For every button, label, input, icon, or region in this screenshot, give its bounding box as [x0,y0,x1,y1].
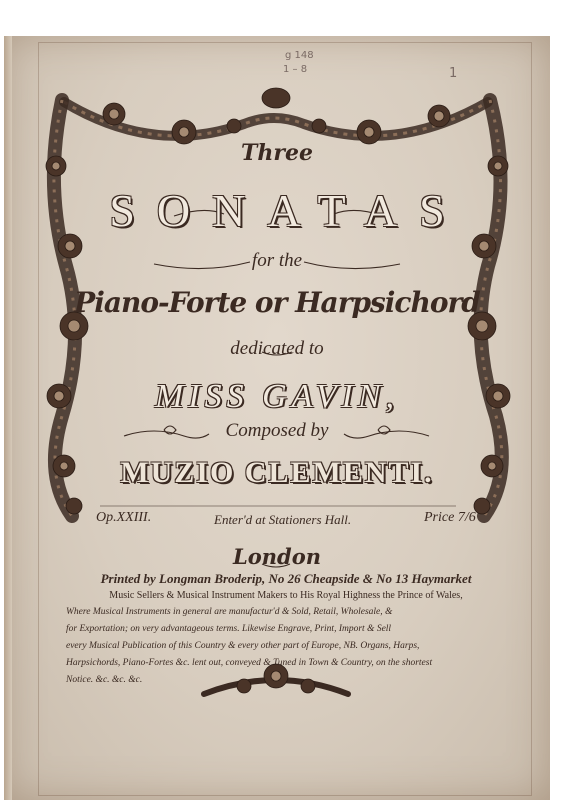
title-composer: MUZIO CLEMENTI. [120,456,434,489]
imprint-line-2: Music Sellers & Musical Instrument Makers to His Royal Highness the Prince of Wales, [109,590,463,601]
page-number: 1 [449,66,458,81]
title-for-the: for the [251,250,303,271]
imprint-line-7: Notice. &c. &c. &c. [66,675,143,685]
title-dedicatee: MISS GAVIN, [154,378,400,415]
imprint-line-1: Printed by Longman Broderip, No 26 Cheapside & No 13 Haymarket [100,571,472,586]
title-dedicated: dedicated to [230,338,324,359]
opus-number: Op.XXIII. [96,510,152,525]
imprint-block [66,570,506,689]
shelfmark: g 148 [285,50,314,61]
imprint-city: London [233,544,321,569]
imprint-line-5: every Musical Publication of this Country & every other part of Europe, NB. Organs, Harps, [66,641,420,651]
title-genre: SONATAS [109,185,467,236]
imprint-line-3: Where Musical Instruments in general are manufactur'd & Sold, Retail, Wholesale, & [66,607,393,617]
title-number: Three [241,140,313,166]
title-instruments: Piano-Forte or Harpsichord [74,286,480,319]
shelfmark-sub: 1 – 8 [283,64,308,75]
imprint-line-6: Harpsichords, Piano-Fortes &c. lent out, conveyed & Tuned in Town & Country, on the shortest [66,658,433,668]
entered-stationers-hall: Enter'd at Stationers Hall. [214,512,352,527]
title-composed-by: Composed by [225,420,329,441]
title-page [4,36,550,800]
price: Price 7/6 [424,510,476,525]
imprint-line-4: for Exportation; on very advantageous terms. Likewise Engrave, Print, Import & Sell [66,624,392,634]
